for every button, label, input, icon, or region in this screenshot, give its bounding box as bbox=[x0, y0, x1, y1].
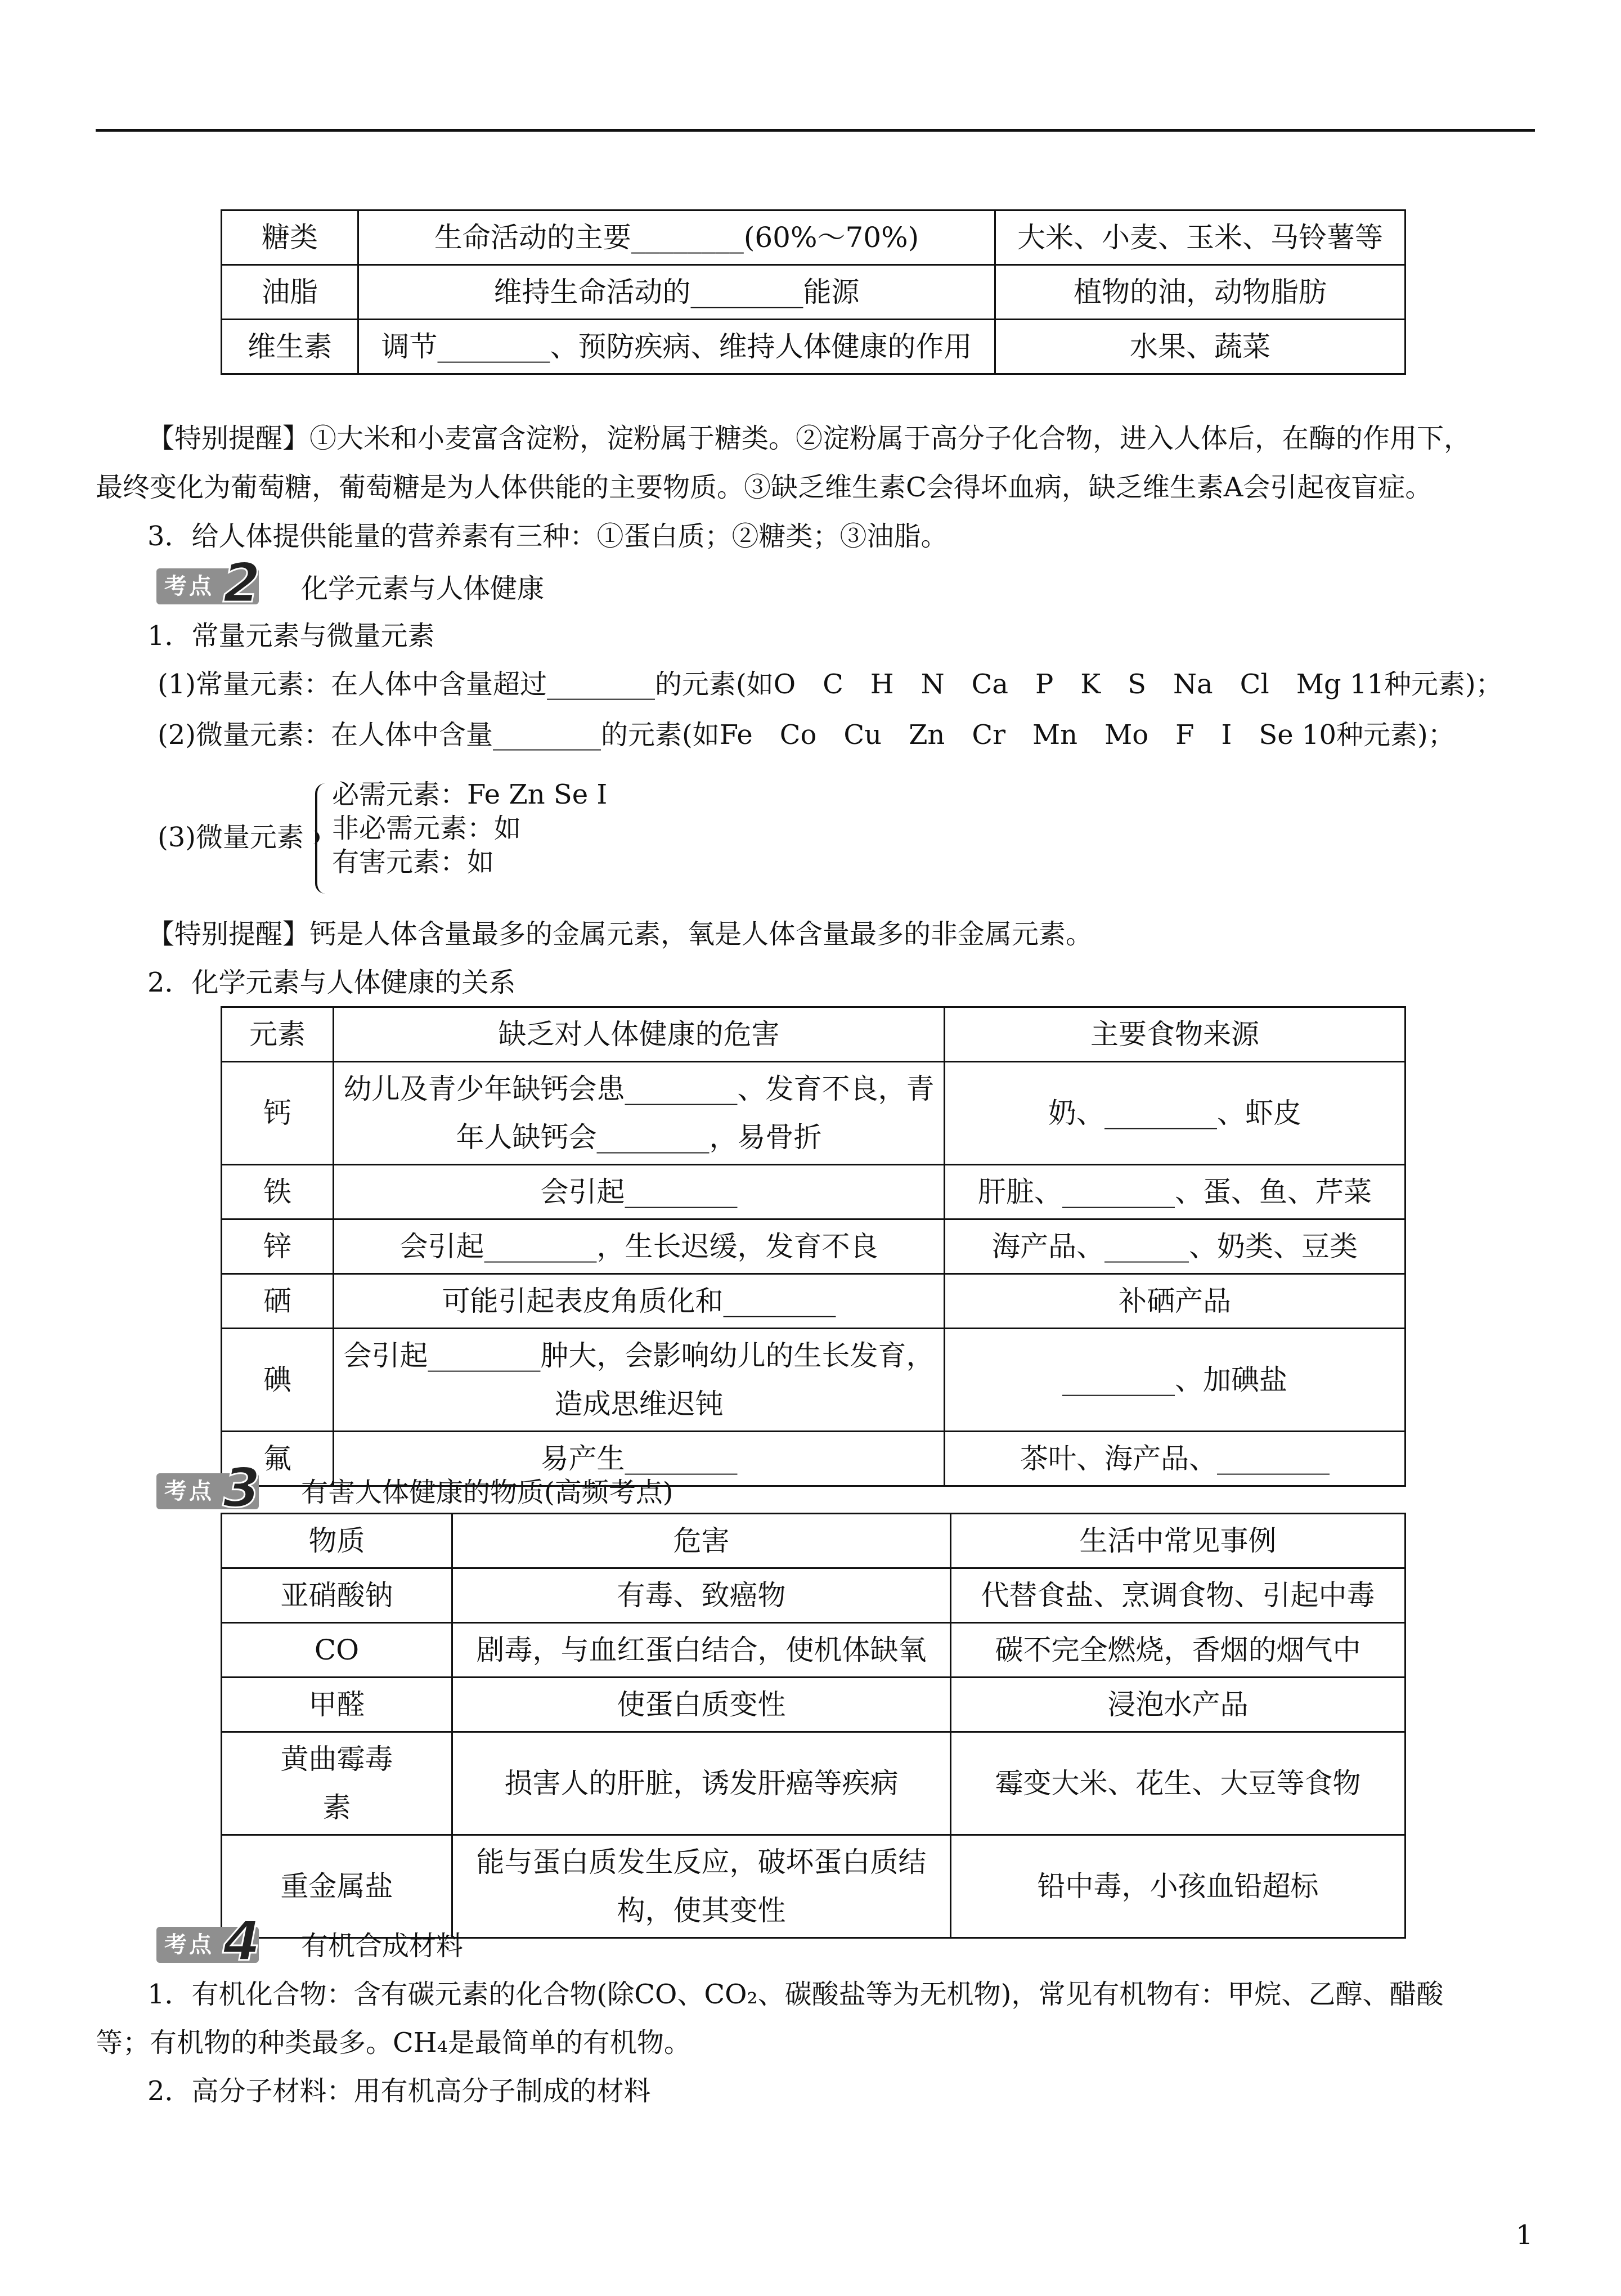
table-cell: 植物的油，动物脂肪 bbox=[995, 265, 1406, 320]
table-cell: 霉变大米、花生、大豆等食物 bbox=[951, 1732, 1406, 1835]
table-cell: 海产品、______、奶类、豆类 bbox=[945, 1219, 1406, 1274]
table-cell: 糖类 bbox=[222, 210, 358, 265]
brace-label: (3)微量元素 bbox=[158, 822, 304, 853]
table-cell: 铅中毒，小孩血铅超标 bbox=[951, 1835, 1406, 1938]
badge-number: 2 bbox=[223, 551, 261, 615]
page-number: 1 bbox=[1516, 2219, 1533, 2251]
table-cell: 油脂 bbox=[222, 265, 358, 320]
table-cell: 代替食盐、烹调食物、引起中毒 bbox=[951, 1568, 1406, 1623]
table-row bbox=[222, 1274, 1406, 1329]
paragraph: (2)微量元素：在人体中含量________的元素(如Fe Co Cu Zn Cr Mn Mo F I Se 10种元素)； bbox=[158, 719, 1455, 751]
table-cell: 黄曲霉毒素 bbox=[222, 1732, 452, 1835]
table-cell: 钙 bbox=[222, 1062, 334, 1165]
harmful-substances-table bbox=[221, 1513, 1406, 1939]
table-cell: 水果、蔬菜 bbox=[995, 320, 1406, 374]
brace-item: 有害元素：如 bbox=[332, 846, 495, 878]
table-cell: 重金属盐 bbox=[222, 1835, 452, 1938]
paragraph: (1)常量元素：在人体中含量超过________的元素(如O C H N Ca P K S Na Cl Mg 11种元素)； bbox=[158, 669, 1503, 700]
section-title: 有害人体健康的物质(高频考点) bbox=[301, 1477, 673, 1508]
table-cell: 硒 bbox=[222, 1274, 334, 1329]
table-row bbox=[222, 1678, 1406, 1732]
table-cell: 会引起________肿大，会影响幼儿的生长发育，造成思维迟钝 bbox=[334, 1329, 945, 1432]
paragraph: 等；有机物的种类最多。CH₄是最简单的有机物。 bbox=[96, 2027, 691, 2059]
table-header-row bbox=[222, 1514, 1406, 1568]
reminder-line: 最终变化为葡萄糖，葡萄糖是为人体供能的主要物质。③缺乏维生素C会得坏血病，缺乏维生素A会引起夜盲症。 bbox=[96, 472, 1433, 503]
table-cell: 可能引起表皮角质化和________ bbox=[334, 1274, 945, 1329]
table-cell: 维生素 bbox=[222, 320, 358, 374]
table-cell: 补硒产品 bbox=[945, 1274, 1406, 1329]
table-cell: 维持生命活动的________能源 bbox=[358, 265, 995, 320]
table-cell: CO bbox=[222, 1623, 452, 1678]
table-cell: 肝脏、________、蛋、鱼、芹菜 bbox=[945, 1165, 1406, 1219]
brace-item: 必需元素：Fe Zn Se I bbox=[332, 779, 608, 810]
reminder-line: 【特别提醒】钙是人体含量最多的金属元素，氧是人体含量最多的非金属元素。 bbox=[147, 918, 1093, 950]
section-badge bbox=[156, 551, 261, 615]
table-cell: 铁 bbox=[222, 1165, 334, 1219]
table-cell: 幼儿及青少年缺钙会患________、发育不良，青年人缺钙会________，易骨折 bbox=[334, 1062, 945, 1165]
brace-item: 非必需元素：如 bbox=[332, 813, 522, 844]
table-cell: 氟 bbox=[222, 1432, 334, 1486]
column-header: 物质 bbox=[222, 1514, 452, 1568]
table-row bbox=[222, 1623, 1406, 1678]
table-row bbox=[222, 265, 1406, 320]
section-title: 化学元素与人体健康 bbox=[301, 573, 545, 604]
table-cell: 生命活动的主要________(60%～70%) bbox=[358, 210, 995, 265]
energy-nutrients-text: 3．给人体提供能量的营养素有三种：①蛋白质；②糖类；③油脂。 bbox=[147, 521, 948, 552]
table-cell: 大米、小麦、玉米、马铃薯等 bbox=[995, 210, 1406, 265]
table-header-row bbox=[222, 1007, 1406, 1062]
table-cell: 会引起________，生长迟缓，发育不良 bbox=[334, 1219, 945, 1274]
table-row bbox=[222, 320, 1406, 374]
table-row bbox=[222, 1732, 1406, 1835]
table-cell: 能与蛋白质发生反应，破坏蛋白质结构，使其变性 bbox=[452, 1835, 951, 1938]
elements-table bbox=[221, 1006, 1406, 1487]
subheading: 2．化学元素与人体健康的关系 bbox=[147, 967, 516, 998]
table-cell: 易产生________ bbox=[334, 1432, 945, 1486]
column-header: 元素 bbox=[222, 1007, 334, 1062]
paragraph: 1．有机化合物：含有碳元素的化合物(除CO、CO₂、碳酸盐等为无机物)，常见有机物有：甲烷、乙醇、醋酸 bbox=[147, 1979, 1444, 2010]
table-row bbox=[222, 1219, 1406, 1274]
badge-number: 4 bbox=[223, 1910, 261, 1973]
badge-number: 3 bbox=[223, 1456, 261, 1519]
table-row bbox=[222, 1165, 1406, 1219]
table-cell: ________、加碘盐 bbox=[945, 1329, 1406, 1432]
table-cell: 调节________、预防疾病、维持人体健康的作用 bbox=[358, 320, 995, 374]
table-cell: 亚硝酸钠 bbox=[222, 1568, 452, 1623]
table-cell: 碳不完全燃烧，香烟的烟气中 bbox=[951, 1623, 1406, 1678]
table-cell: 甲醛 bbox=[222, 1678, 452, 1732]
table-cell: 锌 bbox=[222, 1219, 334, 1274]
section-badge bbox=[156, 1456, 261, 1519]
nutrients-table bbox=[221, 209, 1406, 375]
table-row bbox=[222, 1329, 1406, 1432]
table-cell: 会引起________ bbox=[334, 1165, 945, 1219]
badge-label: 考点 bbox=[164, 1932, 214, 1958]
column-header: 危害 bbox=[452, 1514, 951, 1568]
paragraph: 2．高分子材料：用有机高分子制成的材料 bbox=[147, 2075, 651, 2107]
badge-label: 考点 bbox=[164, 1478, 214, 1504]
table-row bbox=[222, 1062, 1406, 1165]
column-header: 缺乏对人体健康的危害 bbox=[334, 1007, 945, 1062]
table-row bbox=[222, 210, 1406, 265]
table-cell: 碘 bbox=[222, 1329, 334, 1432]
table-cell: 剧毒，与血红蛋白结合，使机体缺氧 bbox=[452, 1623, 951, 1678]
table-cell: 有毒、致癌物 bbox=[452, 1568, 951, 1623]
section-title: 有机合成材料 bbox=[301, 1930, 464, 1962]
reminder-line: 【特别提醒】①大米和小麦富含淀粉，淀粉属于糖类。②淀粉属于高分子化合物，进入人体后，在酶的作用下， bbox=[147, 423, 1471, 454]
table-cell: 茶叶、海产品、________ bbox=[945, 1432, 1406, 1486]
table-cell: 浸泡水产品 bbox=[951, 1678, 1406, 1732]
subheading: 1．常量元素与微量元素 bbox=[147, 620, 435, 652]
table-row bbox=[222, 1568, 1406, 1623]
section-badge bbox=[156, 1910, 261, 1973]
header-rule bbox=[96, 129, 1535, 132]
column-header: 生活中常见事例 bbox=[951, 1514, 1406, 1568]
table-cell: 奶、________、虾皮 bbox=[945, 1062, 1406, 1165]
table-cell: 损害人的肝脏，诱发肝癌等疾病 bbox=[452, 1732, 951, 1835]
table-cell: 使蛋白质变性 bbox=[452, 1678, 951, 1732]
column-header: 主要食物来源 bbox=[945, 1007, 1406, 1062]
badge-label: 考点 bbox=[164, 573, 214, 599]
